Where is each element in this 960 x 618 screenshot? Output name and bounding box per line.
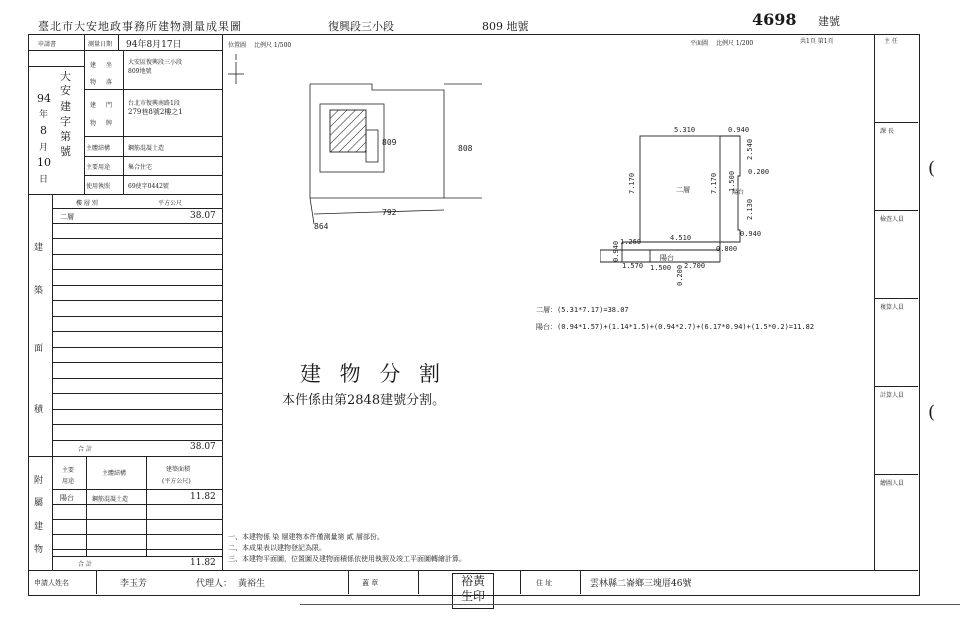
- license-value: 69使字0442號: [128, 183, 169, 190]
- annex-side-2: 屬: [34, 498, 44, 508]
- annex-row-structure: 鋼筋混凝土造: [92, 496, 129, 503]
- side-label-1: 建: [34, 243, 44, 253]
- note-2: 二、本成果表以建物登記為限。: [228, 544, 326, 552]
- col-area: 平方公尺: [158, 200, 183, 207]
- applicant-label: 申請人姓名: [34, 579, 69, 587]
- dim-inner-right: 7.170: [710, 172, 718, 194]
- license-label: 使用執照: [86, 183, 111, 190]
- office-char-5: 第: [60, 130, 71, 143]
- dim-top: 5.310: [674, 126, 696, 134]
- annex-col-usage-2: 用途: [62, 478, 75, 485]
- annex-col-area-2: (平方公尺): [162, 478, 191, 485]
- annex-side-1: 附: [34, 476, 44, 486]
- address-value: 雲林縣二崙鄉三塊厝46號: [590, 579, 692, 589]
- sitting-label-4: 落: [106, 79, 113, 86]
- room-balcony-bottom: 陽台: [660, 254, 674, 262]
- office-char: 大: [60, 70, 71, 83]
- page-count: 共1頁 第1頁: [800, 38, 834, 45]
- applicant-name: 李玉芳: [120, 579, 148, 589]
- day-value: 10: [37, 156, 51, 169]
- door-label-3: 物: [90, 120, 97, 127]
- day-label: 日: [39, 175, 49, 185]
- door-label-2: 門: [106, 102, 113, 109]
- dim-bottom-left: 1.260: [620, 238, 642, 246]
- door-label-4: 牌: [106, 120, 113, 127]
- office-char-2: 安: [60, 84, 71, 97]
- side-label-3: 面: [34, 344, 44, 354]
- annex-side-3: 建: [34, 522, 44, 532]
- margin-mark-1: (: [928, 158, 936, 179]
- annex-row-area: 11.82: [190, 492, 216, 502]
- approval-calculator: 計算人員: [880, 392, 905, 399]
- office-char-6: 號: [60, 145, 71, 158]
- building-number-label: 建號: [818, 15, 840, 28]
- area-total: 38.07: [190, 442, 216, 452]
- dim-right-c: 1.500: [728, 170, 736, 192]
- row-floor: 二層: [60, 213, 74, 221]
- dim-right-a: 2.540: [746, 138, 754, 160]
- dim-right-d: 2.130: [746, 198, 754, 220]
- document-title: 臺北市大安地政事務所建物測量成果圖: [38, 20, 242, 33]
- side-label-2: 築: [34, 286, 44, 296]
- note-3: 三、本建物平面圖，位置圖及建物面積係依使用執照及竣工平面圖轉繪計算。: [228, 555, 466, 563]
- floor-plan-label: 平面圖: [690, 40, 709, 47]
- formula-main: 二層：(5.31*7.17)=38.07: [536, 306, 629, 314]
- dim-bottom-right: 0.800: [716, 245, 738, 253]
- note-1: 一、本建物係 染 層建物本件僅測量第 貳 層部份。: [228, 533, 384, 541]
- structure-label: 主體結構: [86, 145, 111, 152]
- sitting-label-1: 建: [90, 62, 97, 69]
- lot-792: 792: [382, 208, 397, 217]
- lot-809: 809: [382, 138, 397, 147]
- row-area: 38.07: [190, 211, 216, 221]
- approval-rechecker: 複算人員: [880, 304, 905, 311]
- door-label-1: 建: [90, 102, 97, 109]
- site-plan-scale: 比例尺 1/500: [254, 42, 292, 49]
- survey-date: 94年8月17日: [126, 40, 182, 50]
- lot-808: 808: [458, 144, 473, 153]
- structure-value: 鋼筋混凝土造: [128, 145, 165, 152]
- approval-chief: 主 任: [884, 38, 898, 45]
- dim-b3: 2.700: [684, 262, 706, 270]
- sitting-value-1: 大安區復興段三小段: [128, 59, 183, 66]
- col-floor: 樓 層 別: [76, 200, 98, 207]
- approval-drafter: 繪圖人員: [880, 480, 905, 487]
- month-value: 8: [40, 124, 47, 137]
- room-main: 二層: [676, 186, 690, 194]
- year-value: 94: [37, 92, 51, 105]
- dim-b1: 1.570: [622, 262, 644, 270]
- section-name: 復興段三小段: [328, 20, 394, 33]
- side-label-4: 積: [34, 405, 44, 415]
- approval-inspector: 檢查人員: [880, 216, 905, 223]
- split-title: 建 物 分 割: [300, 362, 447, 386]
- annex-col-structure: 主體結構: [102, 470, 127, 477]
- annex-col-area-1: 建築面積: [166, 466, 191, 473]
- sitting-label-2: 坐: [106, 62, 113, 69]
- annex-row-usage: 陽台: [60, 494, 74, 502]
- footer-divider: [28, 570, 918, 571]
- month-label: 月: [39, 143, 49, 153]
- land-number: 809 地號: [482, 20, 529, 33]
- year-label: 年: [39, 110, 49, 120]
- dim-b2: 1.500: [650, 264, 672, 272]
- dim-top-right: 0.940: [728, 126, 750, 134]
- lot-864: 864: [314, 222, 329, 231]
- floor-plan-scale: 比例尺 1/200: [716, 40, 754, 47]
- area-total-label: 合 計: [78, 446, 92, 453]
- seal-text-1: 裕黃: [460, 574, 485, 588]
- office-char-4: 字: [60, 115, 71, 128]
- annex-col-usage-1: 主要: [62, 467, 75, 474]
- usage-label: 主要用途: [86, 164, 111, 171]
- dim-b-left-v: 0.940: [612, 240, 620, 262]
- usage-value: 集合住宅: [128, 164, 153, 171]
- room-balcony-right: 陽台: [732, 189, 745, 196]
- dim-left: 7.170: [628, 172, 636, 194]
- annex-total-label: 合 計: [78, 561, 92, 568]
- site-plan-drawing: [222, 48, 482, 238]
- door-value-1: 台北市復興南路1段: [128, 100, 180, 107]
- agent-name: 黃裕生: [238, 579, 266, 589]
- dim-b-v: 0.200: [676, 264, 684, 286]
- site-plan-label: 位置圖: [228, 42, 247, 49]
- approval-section-head: 課 長: [880, 128, 894, 135]
- annex-total: 11.82: [190, 558, 216, 568]
- split-text: 本件係由第2848建號分割。: [282, 393, 446, 408]
- divider-right: [874, 34, 875, 570]
- address-label: 住 址: [536, 579, 553, 587]
- annex-side-4: 物: [34, 545, 44, 555]
- dim-right-b: 0.200: [748, 168, 770, 176]
- seal-label: 蓋 章: [362, 579, 379, 587]
- floor-plan-drawing: [600, 120, 780, 290]
- margin-mark-2: (: [928, 402, 936, 423]
- scan-edge: [300, 604, 960, 605]
- office-char-3: 建: [60, 100, 71, 113]
- dim-bottom-mid: 4.510: [670, 234, 692, 242]
- door-value-2: 279巷8號2樓之1: [128, 108, 183, 116]
- building-number: 4698: [752, 10, 797, 29]
- agent-label: 代理人：: [196, 579, 233, 589]
- sitting-label-3: 物: [90, 79, 97, 86]
- applicant-header: 申請書: [38, 41, 57, 48]
- seal-text-2: 生印: [460, 589, 485, 603]
- sitting-value-2: 809地號: [128, 68, 152, 75]
- survey-date-label: 測量日期: [88, 41, 113, 48]
- dim-right-e: 0.940: [740, 230, 762, 238]
- formula-balcony: 陽台：(0.94*1.57)+(1.14*1.5)+(0.94*2.7)+(6.17*0.94)+(1.5*0.2)=11.82: [536, 323, 815, 331]
